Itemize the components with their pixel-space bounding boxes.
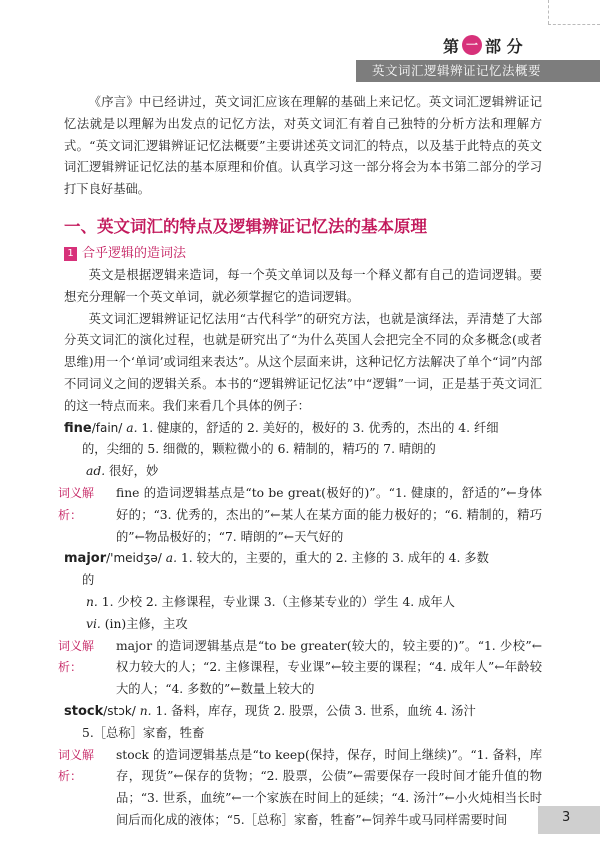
senses: (in)主修，主攻 [104,616,188,631]
page-content [58,92,542,832]
vocab-entry-major [58,548,542,701]
analysis-label: 词义解析： [58,747,95,784]
senses: 1. 健康的，舒适的 2. 美好的，极好的 3. 优秀的，杰出的 4. 纤细 [141,420,499,435]
meaning-analysis [58,483,542,548]
meaning-analysis [58,745,542,832]
running-header-bar: 英文词汇逻辑辨证记忆法概要 [356,60,600,82]
part-prefix: 第 [443,36,460,56]
analysis-text: fine 的造词逻辑基点是“to be great(极好的)”。“1. 健康的，舒适的”←身体好的；“3. 优秀的，杰出的”←某人在某方面的能力极好的；“6. 精制的，精巧的”←物品极好的；“7. 晴朗的”←天气好的 [116,485,542,544]
analysis-label: 词义解析： [58,485,95,522]
phonetic: /'meidʒə/ [106,551,162,566]
corner-dash-vertical [548,0,549,24]
headword: stock [64,703,104,719]
phonetic: /stɔk/ [103,703,136,718]
part-of-speech: n. [139,703,152,718]
body-paragraph: 英文是根据逻辑来造词，每一个英文单词以及每一个释义都有自己的造词逻辑。要想充分理解一个英文单词，就必须掌握它的造词逻辑。 [64,267,542,304]
analysis-text: stock 的造词逻辑基点是“to keep(保持，保存，时间上继续)”。“1. 备料，库存，现货”←保存的货物；“2. 股票，公债”←需要保存一段时间才能升值的物品；“3. 世系，血统”←一个家族在时间上的延续；“4. 汤汁”←小火炖相当长时间后而化成的液体；“5.［总称］家畜，牲畜”←饲养牛或马同样需要时间 [116,747,542,827]
vocab-entry-fine [58,418,542,549]
part-of-speech: n. [86,594,98,609]
part-number-badge: 一 [462,35,482,55]
analysis-label: 词义解析： [58,638,95,675]
headword: fine [64,420,92,436]
senses-continued: 的 [82,573,95,588]
headword: major [64,551,107,567]
entry-line [64,461,542,483]
intro-paragraph: 《序言》中已经讲过，英文词汇应该在理解的基础上来记忆。英文词汇逻辑辨证记忆法就是以理解为出发点的记忆方法，对英文词汇有着自己独特的分析方法和理解方式。“英文词汇逻辑辨证记忆法概要”主要讲述英文词汇的特点，以及基于此特点的英文词汇逻辑辨证记忆法的基本原理和价值。认真学习这一部分将会为本书第二部分的学习打下良好基础。 [64,95,542,197]
part-header [443,34,523,56]
body-paragraph: 英文词汇逻辑辨证记忆法用“古代科学”的研究方法，也就是演绎法，弄清楚了大部分英文词汇的演化过程，也就是研究出了“为什么英国人会把完全不同的众多概念(或者思维)用一个‘单词’或词组来表达”。从这个层面来讲，这种记忆方法解决了单个“词”内部不同词义之间的逻辑关系。本书的“逻辑辨证记忆法”中“逻辑”一词，正是基于英文词汇的这一特点而来。我们来看几个具体的例子： [64,311,542,413]
part-of-speech: ad. [86,464,106,479]
vocab-entry-stock [58,701,542,832]
analysis-text: major 的造词逻辑基点是“to be greater(较大的，较主要的)”。“1. 少校”←权力较大的人；“2. 主修课程，专业课”←较主要的课程；“4. 成年人”←年龄较大的人；“4. 多数的”←数量上较大的 [116,638,542,697]
entry-line [64,548,542,570]
corner-dash-horizontal [548,24,600,25]
senses: 1. 少校 2. 主修课程，专业课 3.（主修某专业的）学生 4. 成年人 [101,594,455,609]
senses-continued: 的，尖细的 5. 细微的，颗粒微小的 6. 精制的，精巧的 7. 晴朗的 [82,442,436,457]
subsection-number-badge: 1 [64,247,77,261]
part-of-speech: a. [126,420,138,435]
subsection-title [64,243,542,265]
section-title: 一、英文词汇的特点及逻辑辨证记忆法的基本原理 [64,216,427,236]
phonetic: /fain/ [91,420,123,435]
entry-line [64,592,542,614]
page-number: 3 [562,810,571,825]
senses: 很好，妙 [109,464,159,479]
entry-line [64,418,542,440]
entry-line [64,614,542,636]
meaning-analysis [58,636,542,701]
subsection-title-text: 合乎逻辑的造词法 [82,245,187,261]
part-suffix: 部 分 [485,36,523,56]
senses-continued: 5.［总称］家畜，牲畜 [82,725,205,740]
entry-line [64,701,542,723]
part-of-speech: vi. [86,616,101,631]
part-of-speech: a. [165,551,178,566]
senses: 1. 备料，库存，现货 2. 股票，公债 3. 世系，血统 4. 汤汁 [155,703,476,718]
senses: 1. 较大的，主要的，重大的 2. 主修的 3. 成年的 4. 多数 [180,551,489,566]
